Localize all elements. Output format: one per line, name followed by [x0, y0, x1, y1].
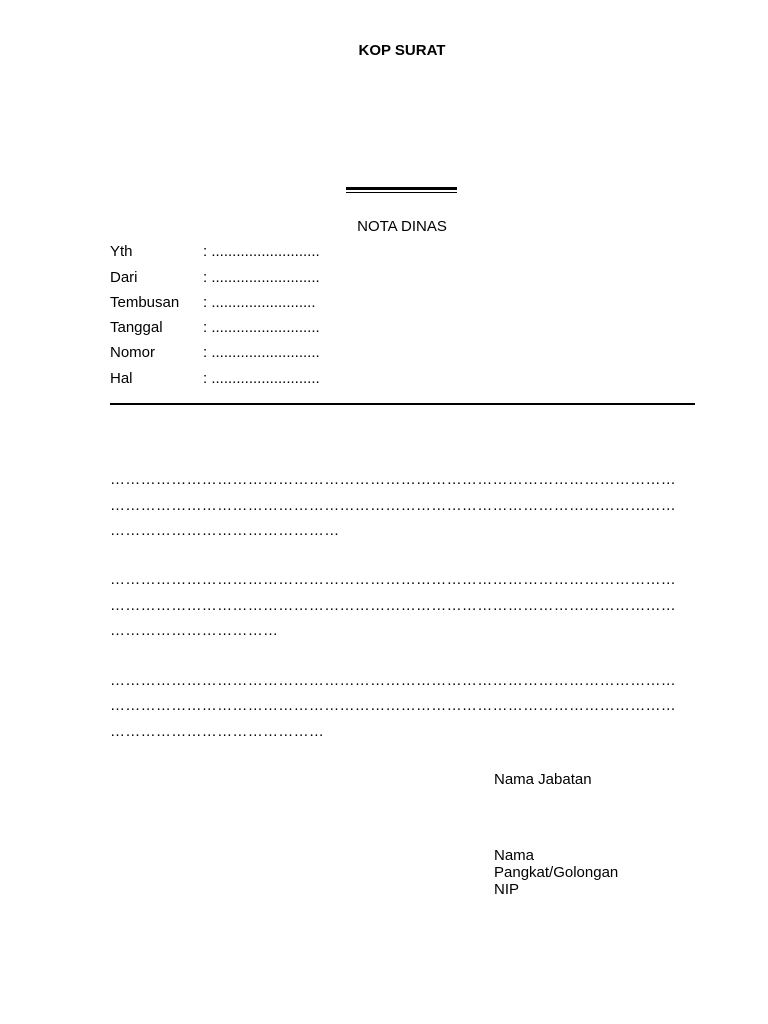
body-line: …………………………………………………………………………………………………: [110, 497, 677, 514]
field-label: Tanggal: [110, 319, 163, 336]
field-label: Hal: [110, 370, 133, 387]
body-line: …………………………………………………………………………………………………: [110, 571, 677, 588]
body-line: …………………………………………………………………………………………………: [110, 471, 677, 488]
signature-rank: Pangkat/Golongan: [494, 864, 619, 881]
signature-position: Nama Jabatan: [494, 771, 592, 788]
header-divider: [110, 403, 695, 405]
body-line: …………………………………………………………………………………………………: [110, 597, 677, 614]
field-value: : ..........................: [203, 319, 320, 336]
field-value: : ..........................: [203, 243, 320, 260]
divider-thin-line: [346, 192, 457, 193]
field-value: : ..........................: [203, 269, 320, 286]
body-line: ………………………………………: [110, 522, 340, 539]
letterhead-divider: [346, 187, 457, 194]
field-row-tembusan: [110, 293, 316, 313]
field-label: Nomor: [110, 344, 156, 361]
field-row-tanggal: [110, 318, 320, 338]
field-value: : ..........................: [203, 370, 320, 387]
body-line: ……………………………: [110, 622, 279, 639]
body-line: …………………………………………………………………………………………………: [110, 697, 677, 714]
field-label: Tembusan: [110, 294, 180, 311]
field-row-yth: [110, 242, 320, 262]
field-row-dari: [110, 268, 320, 288]
letterhead-title: KOP SURAT: [358, 42, 446, 59]
signature-nip: NIP: [494, 881, 520, 898]
divider-thick-line: [346, 187, 457, 190]
field-label: Yth: [110, 243, 133, 260]
field-row-nomor: [110, 343, 320, 363]
body-line: …………………………………………………………………………………………………: [110, 672, 677, 689]
document-title: NOTA DINAS: [357, 218, 447, 235]
body-line: ……………………………………: [110, 723, 325, 740]
field-value: : ..........................: [203, 344, 320, 361]
field-row-hal: [110, 369, 320, 389]
field-label: Dari: [110, 269, 138, 286]
signature-name: Nama: [494, 847, 535, 864]
field-value: : .........................: [203, 294, 316, 311]
